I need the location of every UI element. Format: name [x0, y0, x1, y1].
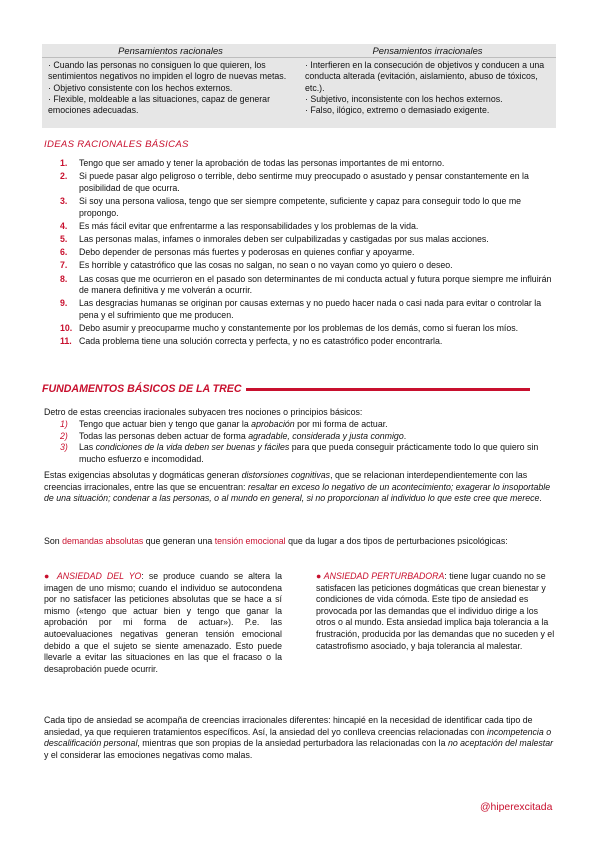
text-run: , mientras que son propias de la ansiedad perturbadora las relacionadas con la: [137, 738, 448, 749]
list-item: [60, 442, 556, 465]
list-item: [60, 221, 560, 233]
item-text: Si puede pasar algo peligroso o terrible, debo sentirme muy preocupado o asustado y pensar constantemente en la posibilidad de que ocurra.: [79, 171, 529, 193]
heading-rule: [246, 388, 530, 391]
item-text: [79, 442, 556, 465]
demandas-paragraph: [44, 536, 556, 548]
item-number: 6.: [60, 247, 68, 258]
item-number: 1.: [60, 158, 68, 168]
irrational-point: · Falso, ilógico, extremo o demasiado exigente.: [305, 105, 490, 116]
emphasis: resaltar en exceso lo negativo de un acontecimiento; exagerar lo insoportable de una situación; condenar a las personas, o al mundo en general, si no proporcionan al individuo lo que este cree que merece: [44, 481, 551, 504]
emphasis: condiciones de la vida deben ser buenas y fáciles: [95, 442, 290, 453]
table-header-row: [42, 44, 556, 58]
list-item: [60, 274, 560, 297]
ansiedad-perturbadora-text: : tiene lugar cuando no se satisfacen las peticiones dogmáticas que crean bienestar y condiciones de vida cómoda. Este tipo de ansiedad es provocada por las demandas que el individuo dirige a los otros o al mundo. Esta ansiedad implica baja tolerancia a la frustración, producida por las demandas que no suceden y el catastrofismo asociado, y baja tolerancia al malestar.: [316, 571, 555, 651]
item-text: [79, 431, 556, 443]
text-run: para que pueda conseguir prácticamente todo lo que quiero sin mucho esfuerzo e incomodidad.: [79, 442, 539, 464]
text-run: que generan una: [143, 536, 215, 546]
item-text: Si soy una persona valiosa, tengo que ser siempre competente, suficiente y capaz para conseguir todo lo que me propongo.: [79, 195, 522, 218]
rational-point: · Flexible, moldeable a las situaciones, capaz de generar emociones adecuadas.: [48, 93, 271, 116]
emphasis: aprobación: [251, 419, 295, 429]
text-run: Estas exigencias absolutas y dogmáticas generan: [44, 470, 242, 480]
irrational-column: [299, 60, 556, 116]
ansiedad-yo-text: : se produce cuando se altera la imagen de uno mismo; cuando el individuo se autocondena por no satisfacer las peticiones absolutas que se hace a sí mismo («tengo que actuar bien y tengo que ganar la aprobación por mi forma de actuar»). P.e. las autoevaluaciones negativas generan tensión emocional debido a que el sujeto se siente amenazado. Esto puede llevarle a evitar las situaciones en las que el fracaso o la desaprobación puede ocurrir.: [44, 571, 282, 674]
bullet-icon: ●: [316, 571, 322, 581]
list-item: [60, 298, 560, 321]
item-number: 3.: [60, 195, 68, 206]
item-number: 5.: [60, 233, 68, 244]
item-number: 11.: [60, 336, 72, 347]
bullet-icon: ●: [44, 571, 52, 581]
item-text: Es horrible y catastrófico que las cosas no salgan, no sean o no vayan como yo quiero o deseo.: [79, 260, 453, 271]
text-run: .: [403, 430, 407, 441]
item-text: Es más fácil evitar que enfrentarme a las responsabilidades y los problemas de la vida.: [79, 220, 419, 231]
header-rational: Pensamientos racionales: [118, 45, 223, 56]
highlight: demandas absolutas: [62, 536, 144, 546]
list-item: [60, 419, 556, 431]
fundamentos-intro: Detro de estas creencias iracionales subyacen tres nociones o principios básicos:: [44, 407, 363, 417]
list-item: [60, 171, 560, 194]
item-text: [79, 419, 556, 431]
item-text: Las cosas que me ocurrieron en el pasado son determinantes de mi conducta actual y futura porque siempre me influirán de manera definitiva y me volverán a ocurrir.: [79, 273, 552, 296]
emphasis: distorsiones cognitivas: [241, 470, 331, 480]
text-run: Todas las personas deben actuar de forma: [79, 430, 249, 441]
text-run: .: [539, 493, 542, 504]
item-number: 10.: [60, 323, 73, 334]
header-irrational: Pensamientos irracionales: [372, 45, 483, 56]
emphasis: no aceptación del malestar: [447, 738, 554, 749]
item-number: 3): [60, 442, 68, 453]
rational-point: · Cuando las personas no consiguen lo que quieren, los sentimientos negativos no impiden el logro de nuevas metas.: [48, 60, 287, 82]
item-number: 2): [60, 430, 68, 441]
ansiedad-perturbadora-block: [316, 571, 556, 652]
ansiedad-perturbadora-title: ANSIEDAD PERTURBADORA: [323, 571, 445, 581]
text-run: y el considerar las emociones negativas como malas.: [44, 749, 253, 760]
closing-paragraph: [44, 715, 558, 761]
rational-point: · Objetivo consistente con los hechos externos.: [48, 82, 233, 93]
text-run: Tengo que actuar bien y tengo que ganar la: [79, 419, 252, 429]
item-number: 2.: [60, 171, 68, 182]
rational-column: [42, 60, 299, 116]
item-number: 8.: [60, 273, 68, 284]
table-body: [42, 58, 556, 116]
list-item: [60, 158, 560, 170]
item-text: Debo depender de personas más fuertes y poderosas en quienes confiar y apoyarme.: [79, 247, 415, 258]
item-number: 1): [60, 419, 68, 429]
principles-list: [60, 419, 556, 465]
irrational-point: · Interfieren en la consecución de objetivos y conducen a una conducta alterada (evitación, aislamiento, abuso de tóxicos, etc.).: [305, 60, 545, 93]
ansiedad-yo-title: ANSIEDAD DEL YO: [56, 571, 142, 581]
emphasis: incompetencia o descalificación personal: [44, 726, 552, 749]
item-number: 9.: [60, 298, 68, 309]
text-run: Las: [79, 442, 96, 453]
item-text: Las desgracias humanas se originan por causas externas y no puedo hacer nada o casi nada para evitar o controlar la pena y el sufrimiento que me producen.: [79, 298, 542, 320]
list-item: [60, 196, 560, 219]
emphasis: agradable, considerada y justa conmigo: [248, 430, 404, 441]
text-run: , que se relacionan interdependientemente con las creencias irracionales, entre las que se encuentran:: [44, 470, 528, 492]
ideas-heading: IDEAS RACIONALES BÁSICAS: [44, 139, 189, 150]
text-run: Cada tipo de ansiedad se acompaña de creencias irracionales diferentes: hincapié en la necesidad de identificar cada tipo de ansiedad, ya que requieren tratamientos específicos. Así, la ansiedad del yo conlleva creencias relacionadas con: [44, 715, 533, 737]
ideas-list: [60, 158, 560, 349]
comparison-table: [42, 44, 556, 128]
irrational-point: · Subjetivo, inconsistente con los hechos externos.: [305, 93, 503, 104]
item-text: Las personas malas, infames o inmorales deben ser culpabilizadas y castigadas por sus malas acciones.: [79, 233, 489, 244]
text-run: Son: [44, 536, 63, 546]
fundamentos-heading: [42, 383, 562, 395]
item-number: 7.: [60, 260, 68, 271]
highlight: tensión emocional: [214, 536, 286, 546]
text-run: que da lugar a dos tipos de perturbaciones psicológicas:: [285, 536, 508, 546]
list-item: [60, 234, 560, 246]
list-item: [60, 336, 560, 348]
item-number: 4.: [60, 220, 68, 231]
fundamentos-heading-text: FUNDAMENTOS BÁSICOS DE LA TREC: [42, 383, 242, 395]
list-item: [60, 260, 560, 272]
list-item: [60, 247, 560, 259]
list-item: [60, 431, 556, 443]
text-run: por mi forma de actuar.: [294, 419, 388, 429]
author-handle: @hiperexcitada: [480, 802, 553, 813]
item-text: Tengo que ser amado y tener la aprobación de todas las personas importantes de mi entorno.: [79, 158, 445, 168]
list-item: [60, 323, 560, 335]
ansiedad-yo-block: [44, 571, 282, 675]
distortions-paragraph: [44, 470, 558, 505]
item-text: Debo asumir y preocuparme mucho y constantemente por los problemas de los demás, como si fueran los míos.: [79, 323, 519, 334]
item-text: Cada problema tiene una solución correcta y perfecta, y no es catastrófico poder encontrarla.: [79, 336, 443, 347]
